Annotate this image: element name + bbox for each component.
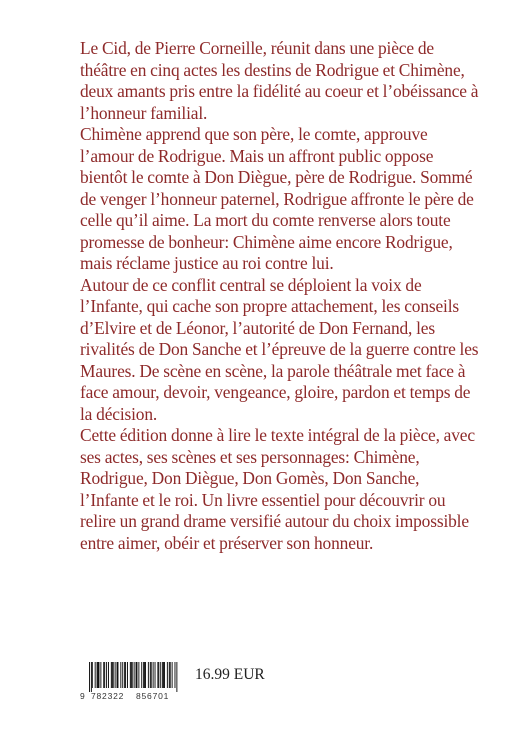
barcode-bar: [176, 662, 177, 692]
barcode-bar: [169, 662, 170, 688]
barcode-bar: [89, 662, 90, 692]
barcode-bar: [138, 662, 139, 688]
barcode-first-digit: 9: [80, 691, 86, 701]
barcode-bar: [132, 662, 133, 688]
barcode-bar: [99, 662, 100, 688]
barcode-bar: [157, 662, 158, 688]
barcode-bar: [145, 662, 146, 688]
barcode-bar: [172, 662, 173, 688]
barcode-bar: [124, 662, 125, 688]
barcode-right-digits: 856701: [136, 691, 170, 701]
barcode-bar: [108, 662, 109, 688]
isbn-barcode: [80, 662, 180, 702]
barcode-bar: [103, 662, 104, 688]
barcode-bar: [125, 662, 126, 688]
barcode-bar: [112, 662, 113, 688]
barcode-bar: [136, 662, 137, 688]
price-label: 16.99 EUR: [195, 666, 265, 683]
barcode-bar: [143, 662, 144, 688]
barcode-bar: [92, 662, 93, 688]
barcode-bar: [100, 662, 101, 688]
barcode-bar: [115, 662, 116, 688]
barcode-bar: [164, 662, 165, 688]
barcode-bar: [106, 662, 107, 688]
barcode-bar: [170, 662, 171, 688]
blurb-paragraph-1: Le Cid, de Pierre Corneille, réunit dans une pièce de théâtre en cinq actes les destins de Rodrigue et Chimène, deux amants pris entre la fidélité au coeur et l’obéissance à l’honneur familial.: [80, 38, 479, 123]
barcode-bar: [113, 662, 114, 688]
barcode-left-digits: 782322: [91, 691, 125, 701]
blurb-text: [80, 38, 480, 554]
barcode-bar: [163, 662, 164, 688]
barcode-bar: [131, 662, 132, 688]
barcode-bar: [111, 662, 112, 688]
barcode-bar: [134, 662, 135, 688]
barcode-bar: [155, 662, 156, 688]
barcode-bar: [150, 662, 151, 688]
barcode-bar: [144, 662, 145, 688]
barcode-bar: [160, 662, 161, 688]
barcode-bar: [91, 662, 92, 692]
barcode-bar: [117, 662, 118, 688]
barcode-bar: [98, 662, 99, 688]
blurb-paragraph-2: Chimène apprend que son père, le comte, approuve l’amour de Rodrigue. Mais un affront public oppose bientôt le comte à Don Diègue, père de Rodrigue. Sommé de venger l’honneur paternel, Rodrigue affronte le père de celle qu’il aime. La mort du comte renverse alors toute promesse de bonheur: Chimène aime encore Rodrigue, mais réclame justice au roi contre lui.: [80, 124, 474, 273]
barcode-bar: [162, 662, 163, 688]
barcode-bar: [97, 662, 98, 688]
barcode-bar: [175, 662, 176, 688]
barcode-bar: [137, 662, 138, 688]
barcode-bar: [153, 662, 154, 688]
barcode-bar: [151, 662, 152, 688]
blurb-paragraph-4: Cette édition donne à lire le texte intégral de la pièce, avec ses actes, ses scènes et ses personnages: Chimène, Rodrigue, Don Diègue, Don Gomès, Don Sanche, l’Infante et le roi. Un livre essentiel pour découvrir ou relire un grand drame versifié autour du choix impossible entre aimer, obéir et préserver son honneur.: [80, 425, 475, 553]
barcode-bar: [148, 662, 149, 688]
barcode-bar: [104, 662, 105, 688]
barcode-bar: [158, 662, 159, 688]
barcode-bar: [141, 662, 142, 688]
barcode-bar: [122, 662, 123, 688]
barcode-bar: [130, 662, 131, 688]
barcode-bar: [118, 662, 119, 688]
barcode-bar: [120, 662, 121, 688]
blurb-paragraph-3: Autour de ce conflit central se déploient la voix de l’Infante, qui cache son propre attachement, les conseils d’Elvire et de Léonor, l’autorité de Don Fernand, les rivalités de Don Sanche et l’épreuve de la guerre contre les Maures. De scène en scène, la parole théâtrale met face à face amour, devoir, vengeance, gloire, pardon et temps de la décision.: [80, 274, 479, 424]
barcode-bar: [127, 662, 128, 688]
barcode-bar: [167, 662, 168, 688]
barcode-bar: [95, 662, 96, 688]
barcode-bars: [80, 662, 180, 692]
